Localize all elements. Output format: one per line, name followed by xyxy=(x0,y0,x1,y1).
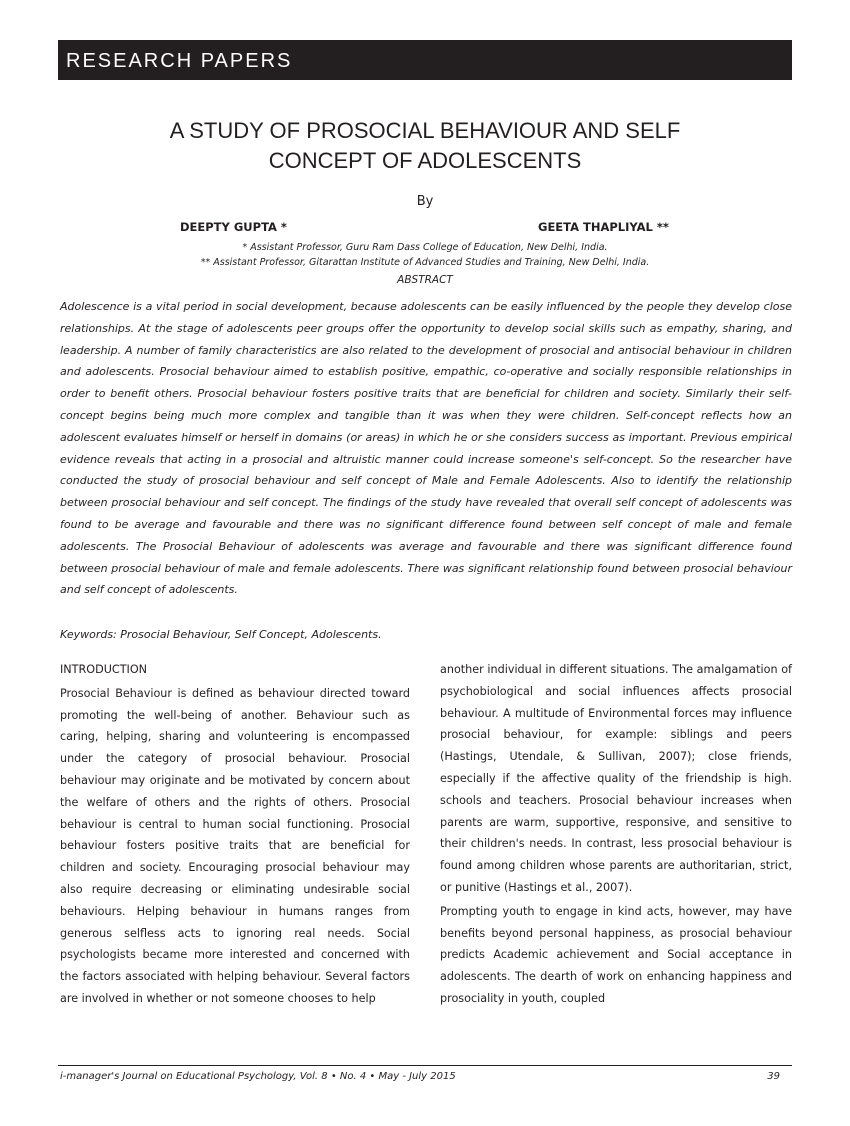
right-column xyxy=(440,659,792,1012)
affiliation-1: * Assistant Professor, Guru Ram Dass College of Education, New Delhi, India. xyxy=(242,242,608,253)
left-paragraph-1: Prosocial Behaviour is defined as behaviour directed toward promoting the well-being of another. Behaviour such as caring, helping, sharing and volunteering is encompassed under the category of prosocial behaviour. Prosocial behaviour may originate and be motivated by concern about the welfare of others and the rights of others. Prosocial behaviour is central to human social functioning. Prosocial behaviour fosters positive traits that are beneficial for children and society. Encouraging prosocial behaviour may also require decreasing or eliminating undesirable social behaviours. Helping behaviour in humans ranges from generous selfless acts to ignoring real needs. Social psychologists became more interested and concerned with the factors associated with helping behaviour. Several factors are involved in whether or not someone chooses to help xyxy=(60,686,410,1005)
author-2: GEETA THAPLIYAL ** xyxy=(538,220,669,234)
title-line-1: A STUDY OF PROSOCIAL BEHAVIOUR AND SELF xyxy=(169,118,681,143)
footer-journal: i-manager's Journal on Educational Psychology, Vol. 8 • No. 4 • May - July 2015 xyxy=(60,1071,456,1082)
by-label: By xyxy=(416,194,434,209)
footer-divider xyxy=(58,1065,792,1066)
paper-title xyxy=(100,116,750,176)
author-1: DEEPTY GUPTA * xyxy=(180,220,287,234)
right-paragraph-2: Prompting youth to engage in kind acts, however, may have benefits beyond personal happiness, as prosocial behaviour predicts Academic achievement and Social acceptance in adolescents. The dearth of work on enhancing happiness and prosociality in youth, coupled xyxy=(440,904,792,1005)
right-paragraph-1: another individual in different situations. The amalgamation of psychobiological and social influences affects prosocial behaviour. A multitude of Environmental forces may influence prosocial behaviour, for example: siblings and peers (Hastings, Utendale, & Sullivan, 2007); close friends, especially if the affective quality of the friendship is high. schools and teachers. Prosocial behaviour increases when parents are warm, supportive, responsive, and sensitive to their children's needs. In contrast, less prosocial behaviour is found among children whose parents are authoritarian, strict, or punitive (Hastings et al., 2007). xyxy=(440,663,792,894)
keywords: Keywords: Prosocial Behaviour, Self Concept, Adolescents. xyxy=(60,628,382,641)
affiliation-2: ** Assistant Professor, Gitarattan Institute of Advanced Studies and Training, New Delhi, India. xyxy=(200,257,650,268)
abstract-text: Adolescence is a vital period in social development, because adolescents can be easily influenced by the people they develop close relationships. At the stage of adolescents peer groups offer the opportunity to develop social skills such as empathy, sharing, and leadership. A number of family characteristics are also related to the development of prosocial and antisocial behaviour in children and adolescents. Prosocial behaviour aimed to establish positive, empathic, co-operative and socially responsible relationships in order to benefit others. Prosocial behaviour fosters positive traits that are beneficial for children and society. Similarly their self-concept begins being much more complex and tangible than it was when they were children. Self-concept reflects how an adolescent evaluates himself or herself in domains (or areas) in which he or she considers success as important. Previous empirical evidence reveals that acting in a prosocial and altruistic manner could increase someone's self-concept. So the researcher have conducted the study of prosocial behaviour and self concept of Male and Female Adolescents. Also to identify the relationship between prosocial behaviour and self concept. The findings of the study have revealed that overall self concept of adolescents was found to be average and favourable and there was no significant difference found between self concept of male and female adolescents. The Prosocial Behaviour of adolescents was average and favourable and there was significant difference found between prosocial behaviour of male and female adolescents. There was significant relationship found between prosocial behaviour and self concept of adolescents. xyxy=(60,300,792,597)
title-line-2: CONCEPT OF ADOLESCENTS xyxy=(268,148,582,173)
abstract-heading: ABSTRACT xyxy=(397,274,453,286)
left-column xyxy=(60,659,410,1012)
page-number: 39 xyxy=(767,1071,780,1082)
introduction-heading: INTRODUCTION xyxy=(60,663,148,676)
section-banner: RESEARCH PAPERS xyxy=(58,40,792,80)
